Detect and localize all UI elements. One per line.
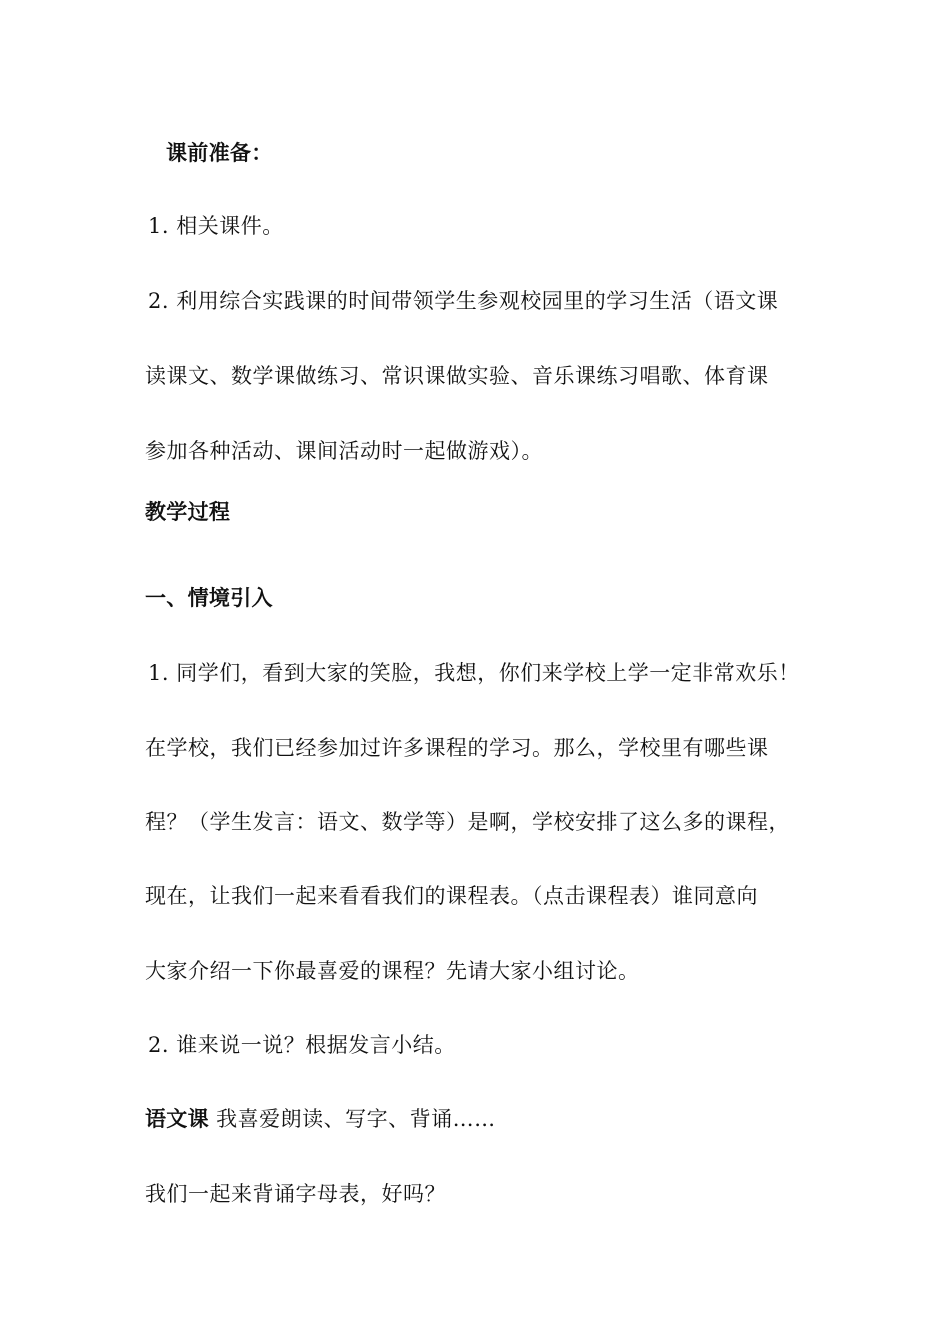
chinese-class-line [145,1105,496,1133]
section-1-paragraph-1-line-5: 大家介绍一下你最喜爱的课程？先请大家小组讨论。 [145,959,640,983]
prep-item-2-line-1: 2. 利用综合实践课的时间带领学生参观校园里的学习生活（语文课 [148,289,779,313]
section-1-paragraph-2: 2. 谁来说一说？根据发言小结。 [148,1033,456,1057]
prep-item-2-line-2: 读课文、数学课做练习、常识课做实验、音乐课练习唱歌、体育课 [145,364,769,388]
section-1-paragraph-1-line-1: 1. 同学们，看到大家的笑脸，我想，你们来学校上学一定非常欢乐！ [148,661,800,685]
section-1-paragraph-1-line-2: 在学校，我们已经参加过许多课程的学习。那么，学校里有哪些课 [145,736,769,760]
process-heading: 教学过程 [145,500,231,524]
prep-item-2-line-3: 参加各种活动、课间活动时一起做游戏）。 [145,439,543,463]
section-1-paragraph-1-line-3: 程？（学生发言：语文、数学等）是啊，学校安排了这么多的课程， [145,810,790,834]
section-1-heading: 一、情境引入 [145,586,273,610]
chinese-class-text: 我喜爱朗读、写字、背诵…… [208,1107,496,1131]
prep-item-1: 1. 相关课件。 [148,214,284,238]
section-1-last-line: 我们一起来背诵字母表，好吗？ [145,1182,446,1206]
section-1-paragraph-1-line-4: 现在，让我们一起来看看我们的课程表。（点击课程表）谁同意向 [145,884,758,908]
prep-heading: 课前准备： [166,141,273,165]
chinese-class-label: 语文课 [145,1107,209,1131]
